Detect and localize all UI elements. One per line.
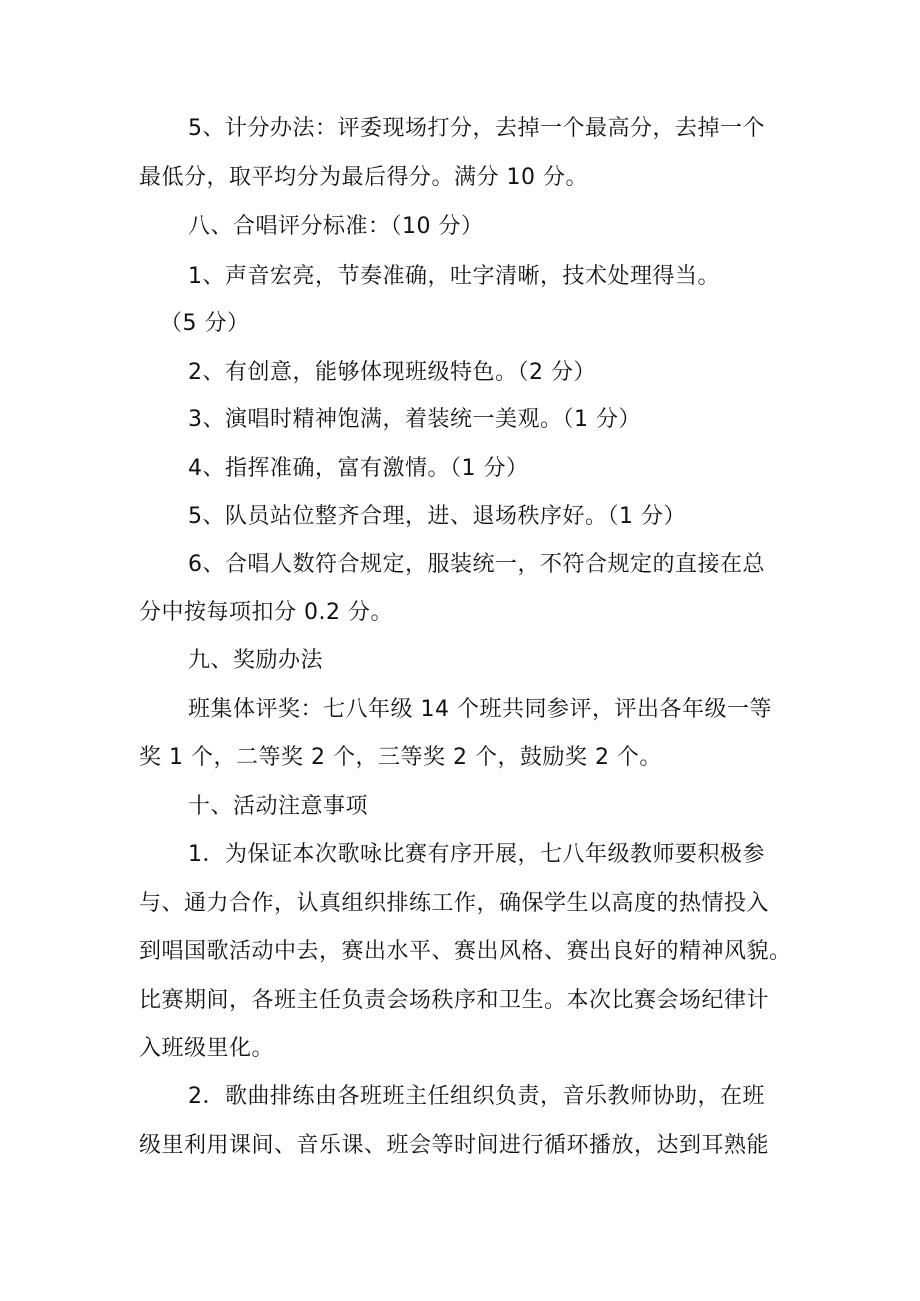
criteria-item-6-line-1: 6、合唱人数符合规定，服装统一，不符合规定的直接在总 bbox=[188, 552, 765, 577]
notes-item-1-line-1: 1．为保证本次歌咏比赛有序开展，七八年级教师要积极参 bbox=[188, 842, 765, 867]
scoring-method-line-1: 5、计分办法：评委现场打分，去掉一个最高分，去掉一个 bbox=[188, 116, 765, 141]
awards-paragraph-line-2: 奖 1 个，二等奖 2 个，三等奖 2 个，鼓励奖 2 个。 bbox=[139, 745, 662, 770]
awards-paragraph-line-1: 班集体评奖：七八年级 14 个班共同参评，评出各年级一等 bbox=[188, 697, 772, 722]
section-heading-awards: 九、奖励办法 bbox=[188, 648, 324, 673]
section-heading-notes: 十、活动注意事项 bbox=[188, 794, 369, 819]
notes-item-2-line-1: 2．歌曲排练由各班班主任组织负责，音乐教师协助，在班 bbox=[188, 1084, 765, 1109]
notes-item-1-line-2: 与、通力合作，认真组织排练工作，确保学生以高度的热情投入 bbox=[139, 891, 770, 916]
notes-item-2-line-2: 级里利用课间、音乐课、班会等时间进行循环播放，达到耳熟能 bbox=[139, 1133, 770, 1158]
criteria-item-5: 5、队员站位整齐合理，进、退场秩序好。（1 分） bbox=[188, 504, 686, 529]
criteria-item-1-line-1: 1、声音宏亮，节奏准确，吐字清晰，技术处理得当。 bbox=[188, 264, 720, 289]
notes-item-1-line-5: 入班级里化。 bbox=[139, 1036, 275, 1061]
criteria-item-2: 2、有创意，能够体现班级特色。（2 分） bbox=[188, 360, 596, 385]
scoring-method-line-2: 最低分，取平均分为最后得分。满分 10 分。 bbox=[139, 165, 588, 190]
section-heading-choir-criteria: 八、合唱评分标准：（10 分） bbox=[188, 214, 484, 239]
criteria-item-6-line-2: 分中按每项扣分 0.2 分。 bbox=[139, 600, 393, 625]
notes-item-1-line-3: 到唱国歌活动中去，赛出水平、赛出风格、赛出良好的精神风貌。 bbox=[139, 939, 792, 964]
criteria-item-3: 3、演唱时精神饱满，着装统一美观。（1 分） bbox=[188, 407, 641, 432]
criteria-item-1-line-2: （5 分） bbox=[160, 311, 250, 336]
criteria-item-4: 4、指挥准确，富有激情。（1 分） bbox=[188, 456, 529, 481]
notes-item-1-line-4: 比赛期间，各班主任负责会场秩序和卫生。本次比赛会场纪律计 bbox=[139, 988, 770, 1013]
